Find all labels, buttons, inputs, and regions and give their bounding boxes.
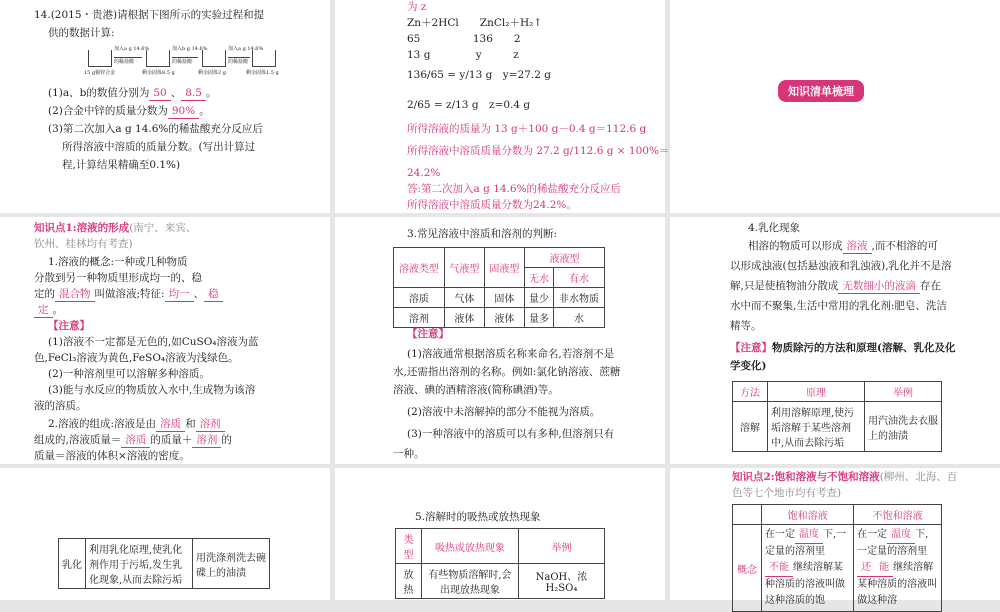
solution-line: 答:第二次加入a g 14.6%的稀盐酸充分反应后: [407, 183, 622, 195]
text-line: 质量＝溶液的体积×溶液的密度。: [34, 450, 190, 462]
table-header: 饱和溶液: [762, 505, 854, 525]
question-line: 供的数据计算:: [48, 27, 115, 39]
table-header: 举例: [518, 529, 604, 564]
text-line: 定 。: [34, 303, 63, 318]
panel-knowledge-point-1: [0, 217, 330, 464]
solution-line: 为 z: [407, 1, 427, 13]
table-row: 放热 有些物质溶解时,会出现放热现象 NaOH、浓H₂SO₄: [396, 564, 605, 599]
panel-knowledge-title: [670, 0, 1000, 213]
answer-blank: 溶剂: [192, 433, 221, 448]
note-line: 色,FeCl₃溶液为黄色,FeSO₄溶液为浅绿色。: [34, 352, 239, 364]
arrow-icon: [114, 57, 142, 58]
note-line: (3)一种溶液中的溶质可以有多种,但溶剂只有: [407, 428, 615, 440]
beaker-caption: 剩余固体2 g: [198, 70, 226, 76]
arrow-label: 的稀盐酸: [172, 59, 193, 65]
question-line: 程,计算结果精确至0.1%): [62, 159, 181, 171]
heat-table: [395, 528, 605, 599]
note-line: 一种。: [393, 448, 425, 460]
arrow-icon: [172, 57, 198, 58]
table-header: 吸热或放热现象: [421, 529, 518, 564]
answer-blank: 溶液: [843, 239, 872, 254]
table-header: 不饱和溶液: [854, 505, 942, 525]
answer-blank: 无数细小的液滴: [838, 279, 920, 294]
table-header: 举例: [865, 382, 942, 402]
beaker-icon: [146, 50, 170, 67]
heading-note: 钦州、桂林均有考查): [34, 238, 133, 250]
arrow-label: 加入b g 14.6%: [172, 46, 208, 52]
panel-solute-solvent: [335, 217, 665, 464]
note-label: 【注意】: [48, 320, 90, 332]
solute-solvent-table: [393, 247, 605, 328]
text-line: 以形成浊液(包括悬浊液和乳浊液),乳化并不是溶: [730, 260, 952, 272]
table-row: 乳化 利用乳化原理,使乳化剂作用于污垢,发生乳化现象,从而去除污垢 用洗涤剂洗去碗碟上的油渍: [59, 539, 270, 589]
table-header: 类型: [396, 529, 422, 564]
answer-line: (2)合金中锌的质量分数为 90% 。: [48, 105, 210, 117]
answer-blank: 溶质: [156, 417, 185, 432]
table-row: 溶解 利用溶解原理,使污垢溶解于某些溶剂中,从而去除污垢 用汽油洗去衣服上的油渍: [733, 402, 942, 452]
text-line: 水中而不聚集,生活中常用的乳化剂:肥皂、洗洁: [730, 300, 947, 312]
section-heading: 3.常见溶液中溶质和溶剂的判断:: [407, 228, 558, 240]
table-subheader: 有水: [554, 268, 605, 288]
question-line: 14.(2015・贵港)请根据下图所示的实验过程和提: [34, 9, 265, 21]
answer-blank: 50: [149, 86, 170, 101]
arrow-icon: [228, 57, 250, 58]
note-line: (2)一种溶剂里可以溶解多种溶质。: [48, 368, 210, 380]
note-line: 溶液、碘的酒精溶液(简称碘酒)等。: [393, 384, 559, 396]
answer-blank: 均一: [165, 287, 194, 302]
proportion: 136/65 = y/13 g y=27.2 g: [407, 69, 551, 81]
question-line: 所得溶液中溶质的质量分数。(写出计算过: [62, 141, 256, 153]
note-line: (1)溶液不一定都是无色的,如CuSO₄溶液为蓝: [48, 336, 259, 348]
note-line: 液的溶质。: [34, 400, 87, 412]
answer-blank: 8.5: [181, 86, 206, 101]
table-subheader: 无水: [524, 268, 553, 288]
table-header: 液液型: [524, 248, 604, 268]
answer-blank: 定: [34, 303, 53, 318]
text-line: 定的 混合物 叫做溶液;特征: 均一 、 稳: [34, 287, 223, 302]
solution-line: 所得溶液中溶质质量分数为 27.2 g/112.6 g × 100%＝: [407, 145, 670, 157]
note-line: (1)溶液通常根据溶质名称来命名,若溶剂不是: [407, 348, 615, 360]
table-row: 溶剂 液体 液体 量多 水: [394, 308, 605, 328]
panel-emulsification: [670, 217, 1000, 464]
saturation-table: [732, 504, 942, 612]
arrow-label: 的稀盐酸: [114, 59, 135, 65]
section-heading: 5.溶解时的吸热或放热现象: [415, 511, 541, 523]
arrow-label: 的稀盐酸: [228, 59, 249, 65]
note-line: 水,还需指出溶剂的名称。例如:氯化钠溶液、蔗糖: [393, 366, 621, 378]
table-row: 溶质 气体 固体 量少 非水物质: [394, 288, 605, 308]
panel-question-14: [0, 0, 330, 213]
beaker-caption: 15 g铜锌合金: [84, 70, 116, 76]
table-row: 概念 在一定 温度 下,一定量的溶剂里不能 继续溶解某种溶质的溶液叫做这种溶质的饱 在一定 温度 下,一定量的溶剂里还 能 继续溶解某种溶质的溶液叫做这种溶: [733, 525, 942, 612]
question-line: (3)第二次加入a g 14.6%的稀盐酸充分反应后: [48, 123, 263, 135]
answer-blank: 溶剂: [196, 417, 225, 432]
answer-blank: 稳: [204, 287, 223, 302]
equation-row: 13 g y z: [407, 49, 519, 61]
beaker-caption: 剩余固体1.5 g: [246, 70, 279, 76]
note-line: 【注意】物质除污的方法和原理(溶解、乳化及化: [730, 342, 956, 354]
answer-line: (1)a、b的数值分别为 50 、 8.5 。: [48, 87, 217, 99]
experiment-diagram: [84, 46, 279, 80]
panel-emulsification-table: [0, 468, 330, 600]
panel-solution: [335, 0, 670, 213]
solution-line: 所得溶液中溶质质量分数为24.2%。: [407, 199, 577, 211]
text-line: 相溶的物质可以形成 溶液 ,而不相溶的可: [748, 240, 938, 252]
text-line: 解,只是使植物油分散成 无数细小的液滴 存在: [730, 280, 941, 292]
table-header: 原理: [768, 382, 865, 402]
text-line: 分散到另一种物质里形成均一的、稳: [34, 272, 202, 284]
panel-knowledge-point-2: [670, 468, 1000, 606]
text-line: 1.溶液的概念:一种或几种物质: [48, 256, 188, 268]
beaker-icon: [88, 50, 112, 67]
note-label: 【注意】: [407, 328, 449, 340]
heading-note: 色等七个地市均有考查): [732, 487, 842, 499]
knowledge-point-heading: 知识点2:饱和溶液与不饱和溶液(柳州、北海、百: [732, 471, 958, 483]
text-line: 精等。: [730, 320, 762, 332]
beaker-icon: [202, 50, 226, 67]
decontamination-table-cont: [58, 538, 270, 589]
beaker-caption: 剩余固体8.5 g: [142, 70, 175, 76]
table-header: 方法: [733, 382, 768, 402]
solution-line: 24.2%: [407, 167, 441, 179]
answer-blank: 溶质: [121, 433, 150, 448]
answer-blank: 混合物: [55, 287, 95, 302]
note-line: (2)溶液中未溶解掉的部分不能视为溶质。: [407, 406, 601, 418]
section-title: 知识清单梳理: [778, 80, 864, 102]
arrow-label: 加入a g 14.6%: [228, 46, 264, 52]
text-line: 组成的,溶液质量＝ 溶质 的质量＋ 溶剂 的: [34, 434, 232, 446]
table-header: 固液型: [484, 248, 524, 288]
equation: Zn＋2HCl ZnCl₂＋H₂↑: [407, 17, 543, 29]
decontamination-table: [732, 381, 942, 452]
beaker-icon: [252, 50, 276, 67]
table-header: 气液型: [444, 248, 484, 288]
note-line: (3)能与水反应的物质放入水中,生成物为该溶: [48, 384, 256, 396]
text-line: 2.溶液的组成:溶液是由 溶质 和 溶剂: [48, 417, 225, 432]
solution-line: 所得溶液的质量为 13 g＋100 g－0.4 g＝112.6 g: [407, 123, 647, 135]
knowledge-point-heading: 知识点1:溶液的形成(南宁、来宾、: [34, 222, 197, 234]
equation-row: 65 136 2: [407, 33, 521, 45]
section-heading: 4.乳化现象: [748, 222, 801, 234]
answer-blank: 90%: [168, 104, 199, 119]
note-line: 学变化): [730, 360, 767, 372]
panel-heat-dissolution: [335, 468, 665, 600]
table-header: 溶液类型: [394, 248, 445, 288]
proportion: 2/65 = z/13 g z=0.4 g: [407, 99, 531, 111]
arrow-label: 加入a g 14.6%: [114, 46, 150, 52]
